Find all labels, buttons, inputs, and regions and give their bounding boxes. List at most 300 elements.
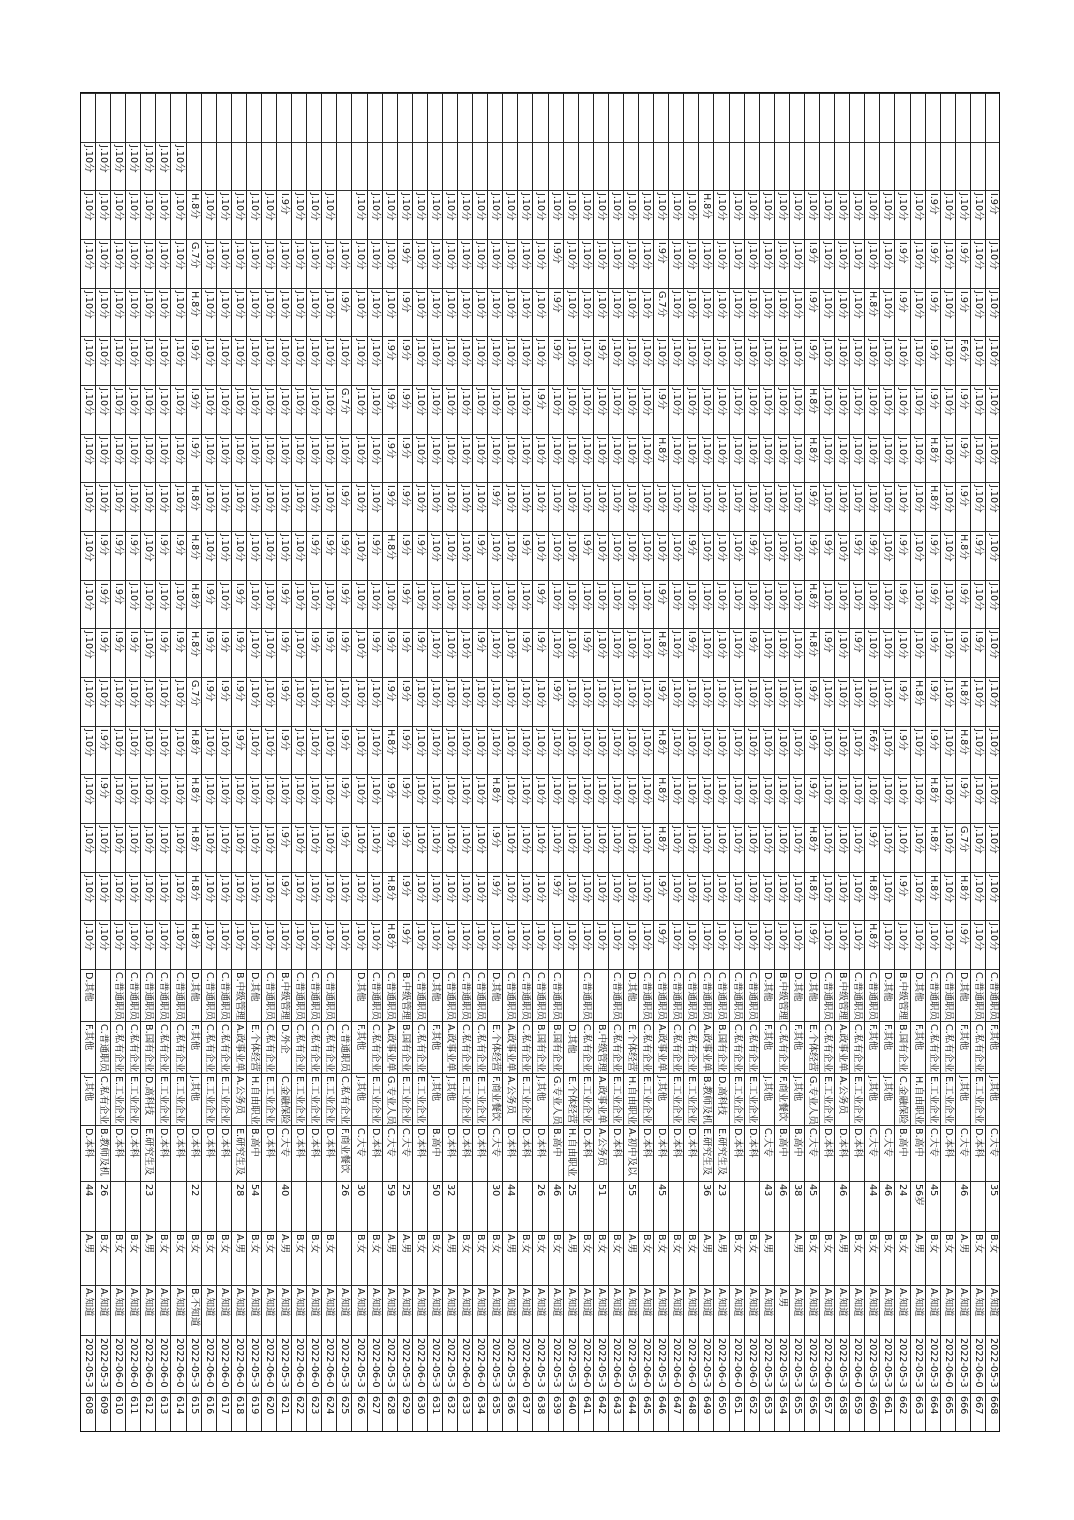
cell-text: J.10分: [942, 826, 954, 854]
cell-text: J.10分: [550, 485, 562, 514]
cell-text: I.9分: [279, 874, 291, 897]
table-cell: [941, 239, 955, 288]
table-cell: [503, 93, 517, 142]
cell-text: J.10分: [716, 826, 728, 854]
table-cell: [202, 531, 216, 580]
table-cell: [971, 969, 985, 1021]
cell-text: H.8分: [927, 436, 939, 463]
cell-text: D.本科: [535, 1128, 547, 1158]
table-cell: [262, 580, 276, 629]
table-cell: [232, 190, 246, 239]
table-cell: [247, 385, 261, 434]
cell-text: J.10分: [520, 728, 532, 757]
cell-text: I.9分: [279, 631, 291, 653]
cell-text: J.10分: [444, 582, 456, 611]
cell-text: J.10分: [897, 777, 909, 806]
table-cell: [111, 434, 125, 483]
cell-text: J.10分: [203, 728, 215, 757]
table-cell: [156, 1021, 170, 1073]
table-cell: [941, 531, 955, 580]
cell-text: E.工业企业: [520, 1076, 532, 1124]
cell-text: J.10分: [761, 242, 773, 270]
cell-text: E.工业企业: [113, 1076, 125, 1124]
cell-text: J.10分: [852, 388, 864, 416]
cell-text: A.知道: [203, 1288, 215, 1317]
table-cell: [911, 628, 925, 677]
cell-text: J.10分: [686, 777, 698, 806]
cell-text: J.10分: [444, 339, 456, 368]
cell-text: J.10分: [505, 290, 517, 319]
cell-text: J.10分: [309, 290, 321, 319]
cell-text: B.女: [852, 1234, 864, 1254]
table-cell: [865, 1393, 879, 1432]
cell-text: J.10分: [444, 777, 456, 806]
table-cell: [926, 920, 940, 969]
cell-text: A.知道: [550, 1288, 562, 1317]
cell-text: 2022-06-0: [309, 1338, 321, 1388]
table-cell: [911, 482, 925, 531]
cell-text: A.知道: [671, 1288, 683, 1317]
table-cell: [232, 823, 246, 872]
cell-text: J.10分: [701, 728, 713, 757]
table-cell: [96, 190, 110, 239]
table-cell: [624, 434, 638, 483]
cell-text: A.知道: [912, 1288, 924, 1317]
table-cell: [835, 434, 849, 483]
table-cell: [81, 385, 95, 434]
cell-text: A.知道: [460, 1288, 472, 1317]
table-cell: [549, 142, 563, 191]
table-cell: [352, 1125, 366, 1181]
table-cell: [699, 531, 713, 580]
table-cell: [549, 872, 563, 921]
table-cell: [699, 920, 713, 969]
cell-text: J.10分: [460, 193, 472, 222]
cell-text: 2022-05-3: [867, 1338, 879, 1388]
cell-text: 46: [776, 1184, 788, 1197]
cell-text: A.政事业单: [701, 1024, 713, 1072]
table-cell: [895, 774, 909, 823]
cell-text: D.本科: [264, 1128, 275, 1158]
table-cell: [911, 872, 925, 921]
table-cell: [81, 969, 95, 1021]
cell-text: J.10分: [671, 728, 683, 757]
cell-text: J.10分: [776, 631, 788, 660]
cell-text: D.本科: [746, 1128, 758, 1158]
cell-text: F.其他: [957, 1024, 969, 1051]
table-cell: [277, 1021, 291, 1073]
cell-text: J.10分: [279, 485, 291, 514]
cell-text: J.10分: [490, 290, 502, 319]
cell-text: 28: [233, 1184, 245, 1197]
table-cell: [639, 1393, 653, 1432]
table-cell: [971, 1335, 985, 1393]
cell-text: 611: [128, 1396, 140, 1415]
cell-text: J.10分: [746, 680, 758, 708]
table-cell: [639, 580, 653, 629]
table-cell: [443, 1125, 457, 1181]
table-cell: [307, 1073, 321, 1125]
cell-text: G.专业人员: [806, 1076, 818, 1125]
cell-text: J.10分: [264, 485, 275, 514]
table-cell: [292, 1393, 306, 1432]
table-cell: [217, 1021, 231, 1073]
cell-text: J.10分: [625, 582, 637, 611]
table-cell: [262, 969, 276, 1021]
cell-text: C.普通职员: [641, 972, 653, 1021]
table-cell: [277, 1393, 291, 1432]
table-cell: [564, 190, 578, 239]
table-cell: [714, 385, 728, 434]
table-cell: [398, 920, 412, 969]
table-cell: [745, 677, 759, 726]
cell-text: J.10分: [414, 582, 426, 611]
table-cell: [473, 288, 487, 337]
cell-text: C.私有企业: [324, 1024, 336, 1073]
cell-text: J.10分: [837, 436, 849, 465]
cell-text: J.10分: [776, 826, 788, 854]
cell-text: F.其他: [429, 1024, 441, 1051]
cell-text: J.10分: [550, 631, 562, 660]
table-cell: [171, 1021, 185, 1073]
cell-text: J.10分: [565, 582, 577, 611]
table-cell: [503, 774, 517, 823]
cell-text: E.工业企业: [641, 1076, 653, 1124]
table-cell: [730, 1285, 744, 1335]
table-cell: [956, 1393, 970, 1432]
table-cell: [941, 726, 955, 775]
cell-text: C.私有企业: [218, 1024, 230, 1073]
cell-text: J.10分: [369, 242, 381, 270]
cell-text: C.普通职员: [535, 972, 547, 1021]
cell-text: I.9分: [927, 534, 939, 556]
table-cell: [96, 482, 110, 531]
table-cell: [247, 288, 261, 337]
table-cell: [488, 1231, 502, 1285]
table-cell: [503, 920, 517, 969]
cell-text: J.10分: [882, 193, 894, 222]
table-cell: [654, 726, 668, 775]
table-cell: [895, 1181, 909, 1231]
cell-text: J.10分: [867, 485, 879, 514]
table-cell: [956, 920, 970, 969]
table-cell: [684, 677, 698, 726]
table-cell: [398, 434, 412, 483]
table-cell: [579, 1181, 593, 1231]
cell-text: J.10分: [248, 485, 260, 514]
table-cell: [835, 1181, 849, 1231]
cell-text: 2022-05-3: [776, 1338, 788, 1388]
cell-text: J.10分: [173, 728, 185, 757]
table-cell: [322, 1125, 336, 1181]
table-cell: [835, 385, 849, 434]
table-cell: [639, 239, 653, 288]
cell-text: J.10分: [218, 436, 230, 465]
cell-text: J.10分: [595, 874, 607, 903]
table-cell: [368, 1335, 382, 1393]
table-cell: [352, 1335, 366, 1393]
cell-text: B.女: [580, 1234, 592, 1254]
table-cell: [126, 872, 140, 921]
cell-text: J.10分: [143, 826, 155, 854]
cell-text: J.10分: [324, 728, 336, 757]
table-cell: [835, 969, 849, 1021]
cell-text: J.10分: [264, 728, 275, 757]
cell-text: J.10分: [369, 436, 381, 465]
table-cell: [413, 336, 427, 385]
cell-text: J.10分: [701, 485, 713, 514]
table-cell: [926, 726, 940, 775]
table-cell: [579, 1073, 593, 1125]
cell-text: J.10分: [173, 193, 185, 222]
table-cell: [594, 142, 608, 191]
table-cell: [428, 1073, 442, 1125]
cell-text: D.本科: [505, 1128, 517, 1158]
cell-text: J.10分: [520, 242, 532, 270]
cell-text: J.10分: [535, 290, 547, 319]
table-cell: [337, 531, 351, 580]
cell-text: A.知道: [113, 1288, 125, 1317]
cell-text: 642: [595, 1396, 607, 1415]
cell-text: J.10分: [595, 777, 607, 806]
table-row: [745, 93, 760, 1432]
cell-text: J.10分: [173, 777, 185, 806]
cell-text: J.10分: [942, 680, 954, 708]
table-cell: [775, 1181, 789, 1231]
cell-text: J.10分: [354, 874, 366, 903]
cell-text: B.中级管理: [279, 972, 291, 1021]
cell-text: J.10分: [324, 339, 336, 368]
table-cell: [307, 336, 321, 385]
table-cell: [518, 1393, 532, 1432]
table-cell: [81, 482, 95, 531]
cell-text: D.本科: [656, 1128, 668, 1158]
table-cell: [383, 1073, 397, 1125]
table-row: [624, 93, 639, 1432]
table-cell: [805, 628, 819, 677]
table-cell: [247, 1335, 261, 1393]
cell-text: J.10分: [218, 777, 230, 806]
table-cell: [171, 190, 185, 239]
table-cell: [835, 920, 849, 969]
table-cell: [202, 142, 216, 191]
cell-text: A.知道: [822, 1288, 834, 1317]
table-cell: [760, 93, 774, 142]
cell-text: 32: [444, 1184, 456, 1197]
table-cell: [865, 823, 879, 872]
cell-text: J.10分: [429, 436, 441, 465]
cell-text: J.10分: [309, 436, 321, 465]
table-cell: [202, 580, 216, 629]
cell-text: D.其他: [429, 972, 441, 1002]
cell-text: 26: [535, 1184, 547, 1197]
table-cell: [775, 93, 789, 142]
cell-text: D.本科: [942, 1128, 954, 1158]
table-cell: [277, 1335, 291, 1393]
cell-text: J.10分: [641, 534, 653, 562]
table-cell: [413, 239, 427, 288]
cell-text: J.10分: [641, 826, 653, 854]
table-cell: [684, 1181, 698, 1231]
table-cell: [624, 482, 638, 531]
table-cell: [639, 482, 653, 531]
table-cell: [564, 823, 578, 872]
cell-text: J.10分: [535, 923, 547, 952]
table-cell: [337, 628, 351, 677]
table-cell: [971, 1073, 985, 1125]
cell-text: J.10分: [837, 826, 849, 854]
cell-text: C.普通职员: [444, 972, 456, 1021]
cell-text: J.10分: [218, 290, 230, 319]
cell-text: J.10分: [324, 874, 336, 903]
cell-text: B.女: [309, 1234, 321, 1254]
cell-text: I.9分: [972, 631, 984, 653]
table-cell: [895, 872, 909, 921]
table-cell: [895, 93, 909, 142]
cell-text: J.10分: [444, 631, 456, 660]
table-cell: [971, 336, 985, 385]
cell-text: J.10分: [716, 728, 728, 757]
table-cell: [669, 1285, 683, 1335]
cell-text: J.10分: [595, 728, 607, 757]
table-cell: [232, 1285, 246, 1335]
cell-text: 46: [957, 1184, 969, 1197]
cell-text: J.10分: [641, 631, 653, 660]
cell-text: 26: [98, 1184, 110, 1197]
cell-text: J.10分: [218, 923, 230, 952]
cell-text: I.9分: [399, 242, 411, 264]
cell-text: I.9分: [98, 534, 110, 556]
table-row: [835, 93, 850, 1432]
cell-text: 2022-06-0: [671, 1338, 683, 1388]
table-cell: [850, 628, 864, 677]
table-cell: [865, 677, 879, 726]
table-cell: [292, 774, 306, 823]
cell-text: 2022-05-3: [595, 1338, 607, 1388]
cell-text: J.10分: [294, 728, 306, 757]
table-cell: [126, 628, 140, 677]
cell-text: 653: [761, 1396, 773, 1415]
table-cell: [956, 1073, 970, 1125]
table-cell: [202, 1335, 216, 1393]
cell-text: J.10分: [882, 728, 894, 757]
table-row: [654, 93, 669, 1432]
table-cell: [699, 628, 713, 677]
cell-text: I.9分: [806, 242, 818, 264]
table-cell: [639, 1231, 653, 1285]
cell-text: 2022-05-3: [490, 1338, 502, 1388]
cell-text: J.10分: [716, 534, 728, 562]
table-row: [805, 93, 820, 1432]
table-cell: [126, 580, 140, 629]
cell-text: I.9分: [399, 826, 411, 848]
table-cell: [745, 628, 759, 677]
table-cell: [549, 677, 563, 726]
table-cell: [880, 336, 894, 385]
cell-text: 2022-05-3: [248, 1338, 260, 1388]
cell-text: E.研究生及: [701, 1128, 713, 1176]
table-cell: [443, 580, 457, 629]
cell-text: J.10分: [641, 193, 653, 222]
table-cell: [262, 1125, 276, 1181]
cell-text: D.本科: [686, 1128, 698, 1158]
cell-text: H.8分: [188, 582, 200, 609]
table-cell: [428, 385, 442, 434]
table-cell: [775, 1125, 789, 1181]
cell-text: J.10分: [264, 242, 275, 270]
table-cell: [187, 1393, 201, 1432]
table-cell: [745, 969, 759, 1021]
table-cell: [292, 1021, 306, 1073]
table-cell: [443, 1335, 457, 1393]
table-cell: [473, 677, 487, 726]
cell-text: J.10分: [625, 339, 637, 368]
table-cell: [126, 823, 140, 872]
cell-text: J.10分: [882, 631, 894, 660]
cell-text: H.8分: [490, 777, 502, 804]
table-cell: [247, 1285, 261, 1335]
table-cell: [820, 288, 834, 337]
cell-text: J.10分: [324, 582, 336, 611]
cell-text: J.10分: [671, 290, 683, 319]
table-cell: [730, 482, 744, 531]
cell-text: J.10分: [912, 631, 924, 660]
cell-text: G.专业人员: [384, 1076, 396, 1125]
table-cell: [865, 190, 879, 239]
table-cell: [126, 1285, 140, 1335]
cell-text: B.女: [882, 1234, 894, 1254]
table-cell: [503, 969, 517, 1021]
cell-text: 2022-05-3: [98, 1338, 110, 1388]
table-cell: [277, 531, 291, 580]
table-cell: [337, 482, 351, 531]
table-cell: [714, 1393, 728, 1432]
cell-text: 667: [972, 1396, 984, 1415]
cell-text: J.10分: [580, 485, 592, 514]
cell-text: J.10分: [460, 680, 472, 708]
cell-text: J.10分: [83, 631, 95, 660]
table-cell: [624, 1231, 638, 1285]
table-cell: [96, 1231, 110, 1285]
cell-text: J.10分: [942, 631, 954, 660]
cell-text: J.10分: [610, 874, 622, 903]
table-cell: [880, 628, 894, 677]
table-cell: [413, 628, 427, 677]
table-cell: [533, 1393, 547, 1432]
cell-text: I.9分: [520, 631, 532, 653]
table-cell: [443, 385, 457, 434]
cell-text: J.10分: [158, 777, 170, 806]
cell-text: J.10分: [218, 242, 230, 270]
cell-text: C.普通职员: [339, 1024, 351, 1073]
table-cell: [503, 482, 517, 531]
table-cell: [518, 239, 532, 288]
table-cell: [564, 969, 578, 1021]
cell-text: D.本科: [822, 1128, 834, 1158]
table-cell: [594, 677, 608, 726]
table-cell: [383, 1231, 397, 1285]
table-cell: [428, 920, 442, 969]
table-cell: [156, 1231, 170, 1285]
cell-text: H.8分: [384, 923, 396, 950]
table-row: [971, 93, 986, 1432]
cell-text: J.10分: [444, 728, 456, 757]
table-cell: [714, 1125, 728, 1181]
cell-text: J.10分: [414, 728, 426, 757]
table-cell: [443, 239, 457, 288]
table-cell: [956, 1231, 970, 1285]
cell-text: 645: [641, 1396, 653, 1415]
